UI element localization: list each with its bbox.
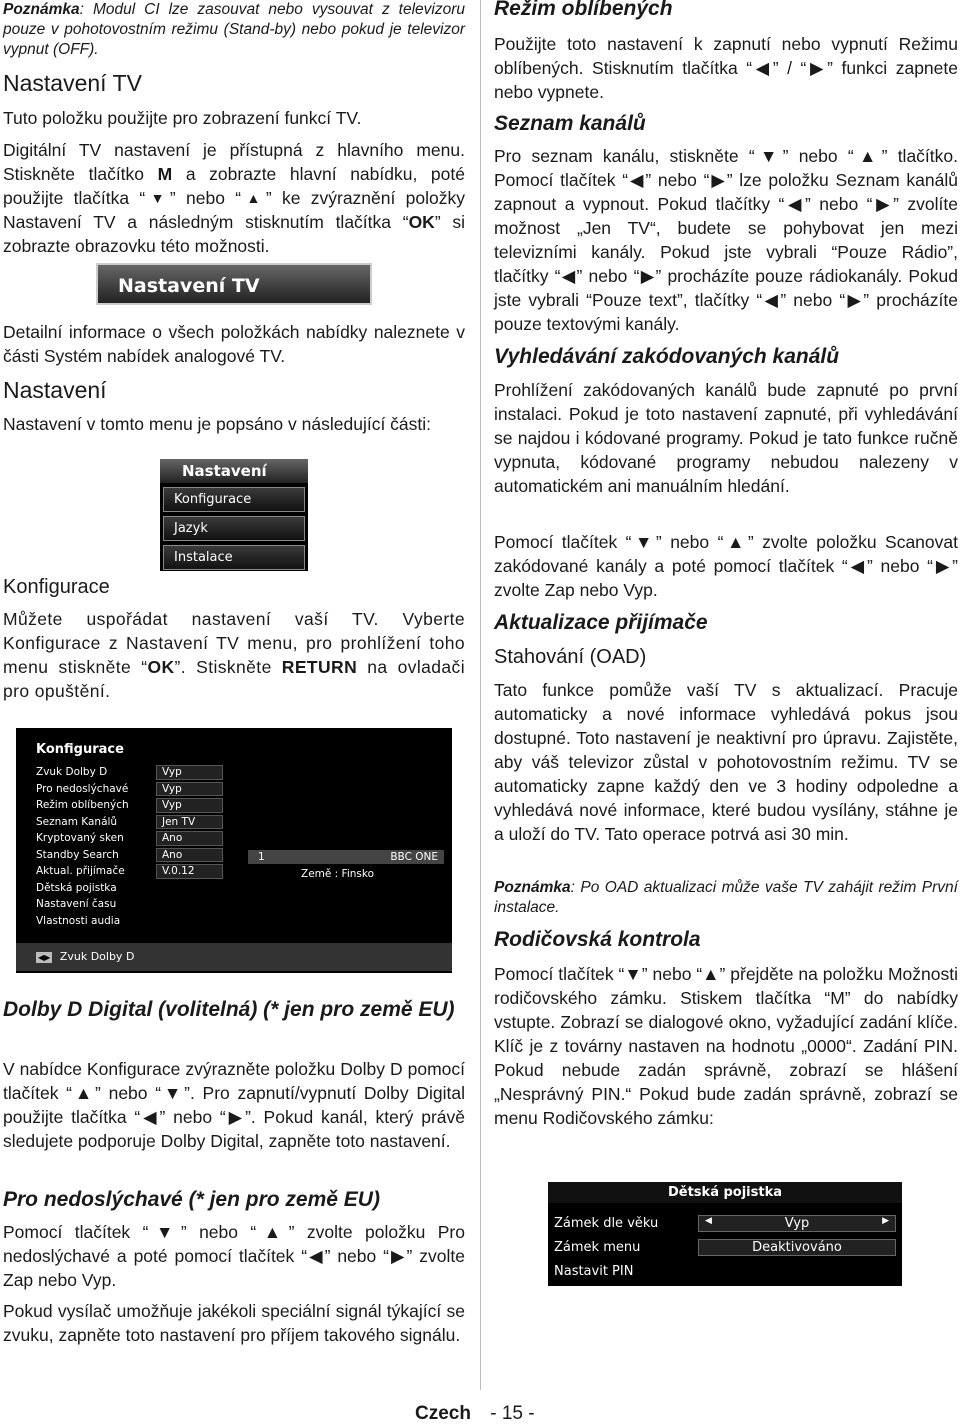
channel-name: BBC ONE [390,851,438,863]
cfg-row[interactable]: Nastavení času [36,898,117,910]
nastaveni-tv-p2: Digitální TV nastavení je přístupná z hlavního menu. Stiskněte tlačítko M a zobrazte hlavní nabídku, poté použijte tlačítka “▼” nebo “▲” ke zvýraznění položky Nastavení TV a následným stisknutím tlačítka “OK” si zobrazte obrazovku této možnosti. [3,140,466,256]
channel-number: 1 [258,851,265,863]
nastaveni-tv-p1: Tuto položku použijte pro zobrazení funkcí TV. [3,108,362,128]
rodic-heading: Rodičovská kontrola [494,928,701,951]
country-label: Země : Finsko [301,868,375,880]
cfg-row[interactable]: Standby Search Ano [30,847,223,864]
lock-row-age[interactable]: Zámek dle věku ◀ Vyp ▶ [554,1211,896,1235]
nastaveni-tv-p3: Detailní informace o všech položkách nabídky naleznete v části Systém nabídek analogové TV. [3,322,465,366]
nedoslychave-p1: Pomocí tlačítek “▼” nebo “▲” zvolte položku Pro nedoslýchavé a poté pomocí tlačítek “◀” nebo “▶” zvolte Zap nebo Vyp. [3,1222,465,1290]
left-arrow-icon: ◀ [705,1215,712,1226]
cfg-row[interactable]: Dětská pojistka [36,881,117,894]
left-right-keys-icon: ◀▶ [38,953,51,962]
lock-row-menu[interactable]: Zámek menu Deaktivováno [554,1235,896,1259]
page-footer [415,1403,535,1425]
nastaveni-tv-heading: Nastavení TV [3,70,142,96]
nastaveni-heading: Nastavení [3,377,107,403]
age-lock-value[interactable]: ◀ Vyp ▶ [698,1215,896,1232]
oblibene-heading: Režim oblíbených [494,0,673,20]
konfigurace-list [30,764,223,929]
cfg-row[interactable]: Aktual. přijímače V.0.12 [30,863,223,880]
page-number: - 15 - [490,1403,535,1424]
rodic-p1: Pomocí tlačítek “▼” nebo “▲” přejděte na položku Možnosti rodičovského zámku. Stiskem tlačítka “M” do nabídky vstupte. Zobrazí se dialogové okno, vyžadující zadání klíče. Klíč je z továrny nastaven na hodnotu „0000“. Zadání PIN. Pokud nebude zadán správně, zobrazí se hlášení „Nesprávný PIN.“ Pokud bude zadán správně, zobrazí se menu Rodičovského zámku: [494,964,958,1128]
nastaveni-p1: Nastavení v tomto menu je popsáno v následující části: [3,414,432,434]
column-divider [480,0,481,1390]
nastaveni-menu [160,459,308,571]
channel-bar [248,850,444,864]
menu-item-jazyk[interactable]: Jazyk [163,516,305,541]
nastaveni-tv-banner: Nastavení TV [96,263,372,305]
cfg-row[interactable]: Kryptovaný sken Ano [30,830,223,847]
oblibene-p1: Použijte toto nastavení k zapnutí nebo vypnutí Režimu oblíbených. Stisknutím tlačítka “◀” / “▶” funkci zapnete nebo vypnete. [494,34,958,102]
konfigurace-footer: ◀▶ Zvuk Dolby D [16,943,452,971]
konfigurace-screen-title: Konfigurace [16,728,452,759]
cfg-row[interactable]: Režim oblíbených Vyp [30,797,223,814]
menu-lock-value[interactable]: Deaktivováno [698,1239,896,1256]
dolby-p1: V nabídce Konfigurace zvýrazněte položku Dolby D pomocí tlačítek “▲” nebo “▼”. Pro zapnutí/vypnutí Dolby Digital použijte tlačítka “◀” nebo “▶”. Pokud kanál, který právě sledujete podporuje Dolby Digital, zapněte toto nastavení. [3,1059,465,1151]
cfg-row[interactable]: Seznam Kanálů Jen TV [30,814,223,831]
vyhledavani-heading: Vyhledávání zakódovaných kanálů [494,345,840,368]
nastaveni-menu-title: Nastavení [160,459,308,483]
cfg-row[interactable]: Zvuk Dolby D Vyp [30,764,223,781]
konfigurace-p1: Můžete uspořádat nastavení vaší TV. Vyberte Konfigurace z Nastavení TV menu, pro prohlížení toho menu stiskněte “OK”. Stiskněte RETURN na ovladači pro opuštění. [3,609,465,701]
oad-note: Poznámka: Po OAD aktualizaci může vaše TV zahájit režim První instalace. [494,879,958,916]
cfg-row[interactable]: Vlastnosti audia [36,914,121,927]
cfg-row[interactable]: Pro nedoslýchavé Vyp [30,781,223,798]
lock-rows [554,1211,896,1283]
lock-title: Dětská pojistka [548,1182,902,1203]
vyhledavani-p1: Prohlížení zakódovaných kanálů bude zapnuté po první instalaci. Pokud je toto nastavení zapnuté, při vyhledávání se najdou i kódované programy. Pokud je tato funkce ručně vypnuta, kódované programy nebudou nalezeny v automatickém ani manuálním hledání. [494,380,958,496]
konfigurace-heading: Konfigurace [3,576,110,598]
lock-row-pin[interactable]: Nastavit PIN [554,1263,634,1279]
right-arrow-icon: ▶ [882,1215,889,1226]
nedoslychave-heading: Pro nedoslýchavé (* jen pro země EU) [3,1188,380,1211]
menu-item-konfigurace[interactable]: Konfigurace [163,487,305,512]
seznam-p1: Pro seznam kanálu, stiskněte “▼” nebo “▲” tlačítko. Pomocí tlačítek “◀” nebo “▶” lze položku Seznam kanálů zapnout a vypnout. Pokud tlačítky “◀” nebo “▶” zvolíte možnost „Jen TV“, budete se pohybovat jen mezi televizními kanály. Pokud jste vybrali “Pouze Rádio”, tlačítky “◀” nebo “▶” procházíte pouze rádiokanály. Pokud jste vybrali “Pouze text”, tlačítky “◀” nebo “▶” procházíte pouze textovými kanály. [494,146,958,334]
dolby-heading: Dolby D Digital (volitelná) (* jen pro země EU) [3,998,455,1021]
detska-pojistka-screen [548,1182,902,1286]
vyhledavani-p2: Pomocí tlačítek “▼” nebo “▲” zvolte položku Scanovat zakódované kanály a poté pomocí tlačítek “◀” nebo “▶” zvolte Zap nebo Vyp. [494,532,958,600]
aktualizace-p1: Tato funkce pomůže vaší TV s aktualizací. Pracuje automaticky a nové informace vyhledává pokus jsou dostupné. Toto nastavení je neaktivní pro úpravu. Zajistěte, aby váš televizor zůstal v pohotovostním režimu. TV se automaticky zapne každý den ve 3 hodiny odpoledne a vyhledává nové informace, které budou vysílány, stáhne je a uloží do TV. Tato operace potrvá asi 30 min. [494,680,958,844]
ci-note: Poznámka: Modul CI lze zasouvat nebo vysouvat z televizoru pouze v pohotovostním režimu (Stand-by) nebo pokud je televizor vypnut (OFF). [3,1,465,58]
menu-item-instalace[interactable]: Instalace [163,545,305,570]
nedoslychave-p2: Pokud vysílač umožňuje jakékoli speciální signál týkající se zvuku, zapněte toto nastavení pro příjem takového signálu. [3,1301,465,1345]
seznam-heading: Seznam kanálů [494,112,646,135]
footer-language: Czech [415,1403,471,1424]
aktualizace-heading: Aktualizace přijímače [494,611,708,634]
oad-subheading: Stahování (OAD) [494,646,647,668]
konfigurace-screen [16,728,452,973]
